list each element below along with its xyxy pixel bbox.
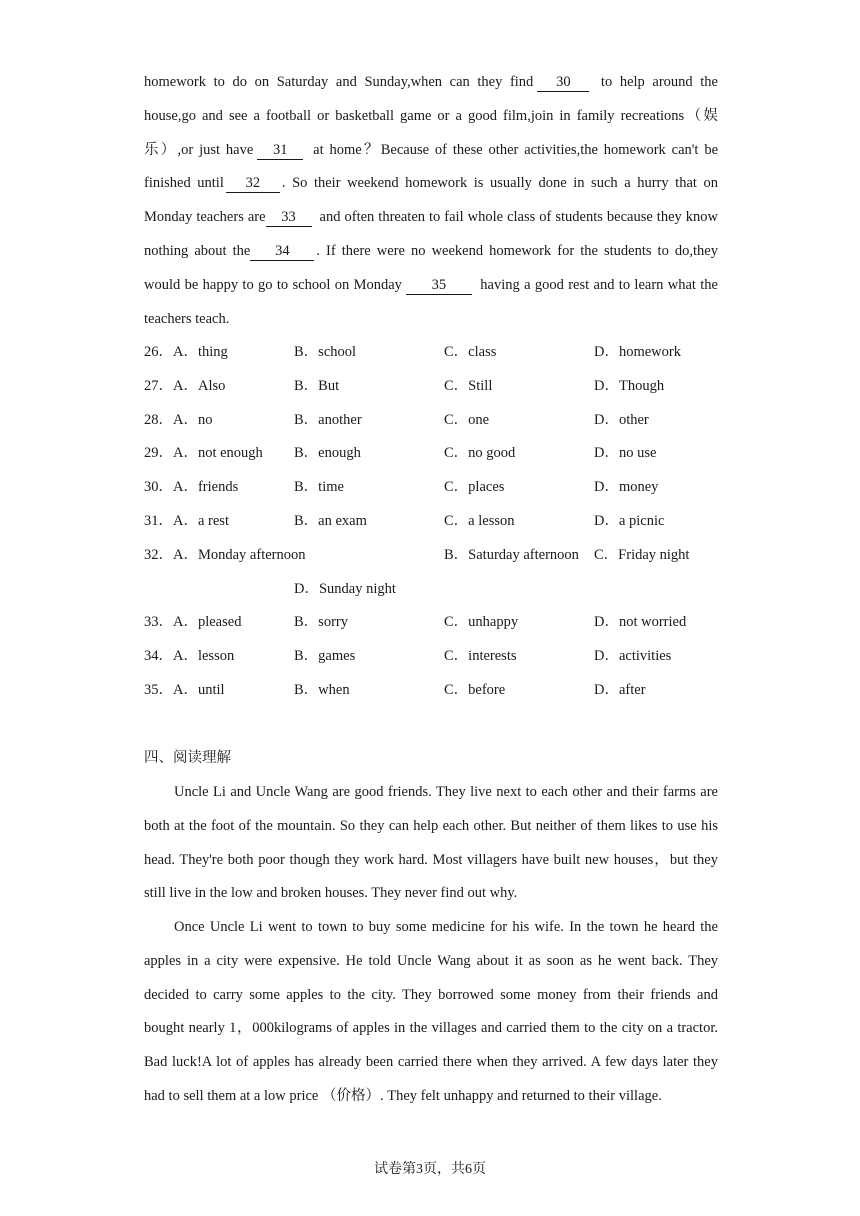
option-b[interactable]: B．Saturday afternoon bbox=[444, 546, 579, 563]
option-b[interactable]: B．sorry bbox=[294, 614, 348, 631]
cloze-text-7: having a good rest and to learn what the teachers teach. bbox=[144, 276, 718, 327]
option-c[interactable]: C．places bbox=[444, 479, 505, 496]
question-27 bbox=[144, 370, 724, 404]
option-b[interactable]: B．But bbox=[294, 377, 340, 394]
cloze-text-5: and often threaten to fail whole class of students because they know nothing about the bbox=[144, 209, 718, 259]
cloze-text-4: . So their weekend homework is usually done in such a hurry that on Monday teachers are bbox=[144, 175, 718, 226]
option-c[interactable]: C．no good bbox=[444, 445, 516, 462]
blank-32: 32 bbox=[226, 175, 280, 193]
question-32-continued bbox=[144, 573, 724, 607]
question-28 bbox=[144, 404, 724, 438]
option-c[interactable]: C．class bbox=[444, 344, 497, 360]
blank-34: 34 bbox=[250, 243, 314, 261]
option-d[interactable]: D．Sunday night bbox=[294, 580, 396, 597]
reading-paragraph-1: Uncle Li and Uncle Wang are good friends. They live next to each other and their farms are both at the foot of the mountain. So they can help each other. But neither of them likes to use his head. They're both poor though they work hard. Most villagers have built new houses，but they still live in the low and broken houses. They never find out why. bbox=[144, 784, 718, 902]
option-c[interactable]: C．Friday night bbox=[594, 546, 690, 563]
blank-33: 33 bbox=[266, 209, 312, 227]
question-number: 33．A．pleased bbox=[144, 614, 242, 631]
option-c[interactable]: C．Still bbox=[444, 377, 493, 394]
question-number: 32．A．Monday afternoon bbox=[144, 546, 306, 563]
option-d[interactable]: D．a picnic bbox=[594, 512, 665, 529]
option-d[interactable]: D．other bbox=[594, 411, 649, 428]
reading-paragraph-2: Once Uncle Li went to town to buy some medicine for his wife. In the town he heard the apples in a city were expensive. He told Uncle Wang about it as soon as he went back. They decided to carry some apples to the city. They borrowed some money from their friends and bought nearly 1，000kilograms of apples in the villages and carried them to the city on a tractor. Bad luck!A lot of apples has already been carried there when they arrived. A few days later they had to sell them at a low price （价格）. They felt unhappy and returned to their village. bbox=[144, 919, 718, 1104]
option-b[interactable]: B．games bbox=[294, 648, 356, 665]
cloze-text-2: to help around the house,go and see a football or basketball game or a good film,join in family recreations（娱乐）,or just have bbox=[144, 74, 718, 158]
cloze-passage bbox=[144, 66, 718, 336]
option-b[interactable]: B．an exam bbox=[294, 512, 367, 529]
question-number: 30．A．friends bbox=[144, 479, 239, 496]
option-d[interactable]: D．after bbox=[594, 681, 646, 698]
blank-31: 31 bbox=[257, 142, 303, 160]
question-number: 34．A．lesson bbox=[144, 648, 235, 665]
section-heading: 四、阅读理解 bbox=[144, 750, 231, 766]
question-26 bbox=[144, 336, 724, 370]
question-number: 28．A．no bbox=[144, 411, 213, 428]
option-c[interactable]: C．a lesson bbox=[444, 512, 515, 529]
cloze-text-1: homework to do on Saturday and Sunday,when can they find bbox=[144, 74, 534, 90]
question-number: 31．A．a rest bbox=[144, 512, 229, 529]
option-b[interactable]: B．enough bbox=[294, 445, 361, 462]
option-d[interactable]: D．money bbox=[594, 479, 659, 496]
question-33 bbox=[144, 606, 724, 640]
option-d[interactable]: D．activities bbox=[594, 648, 672, 665]
option-d[interactable]: D．no use bbox=[594, 445, 657, 462]
option-d[interactable]: D．homework bbox=[594, 344, 681, 360]
option-b[interactable]: B．another bbox=[294, 411, 362, 428]
page-footer: 试卷第3页，共6页 bbox=[374, 1162, 486, 1177]
cloze-text-3: at home？Because of these other activities,the homework can't be finished until bbox=[144, 141, 719, 192]
question-number: 29．A．not enough bbox=[144, 445, 263, 462]
question-30 bbox=[144, 471, 724, 505]
question-29 bbox=[144, 437, 724, 471]
question-32 bbox=[144, 539, 724, 573]
option-c[interactable]: C．unhappy bbox=[444, 614, 519, 631]
question-number: 27．A．Also bbox=[144, 377, 226, 394]
blank-30: 30 bbox=[537, 74, 589, 92]
question-number: 26．A．thing bbox=[144, 344, 228, 360]
option-d[interactable]: D．Though bbox=[594, 377, 665, 394]
blank-35: 35 bbox=[406, 277, 472, 295]
question-35 bbox=[144, 674, 724, 708]
option-b[interactable]: B．when bbox=[294, 681, 350, 698]
option-c[interactable]: C．one bbox=[444, 411, 490, 428]
option-c[interactable]: C．interests bbox=[444, 648, 517, 665]
question-number: 35．A．until bbox=[144, 681, 225, 698]
option-b[interactable]: B．time bbox=[294, 479, 344, 496]
option-d[interactable]: D．not worried bbox=[594, 614, 687, 631]
option-c[interactable]: C．before bbox=[444, 681, 506, 698]
cloze-text-6: . If there were no weekend homework for the students to do,they would be happy to go to school on Monday bbox=[144, 242, 718, 293]
option-b[interactable]: B．school bbox=[294, 344, 357, 360]
question-31 bbox=[144, 505, 724, 539]
answer-options bbox=[144, 336, 724, 708]
question-34 bbox=[144, 640, 724, 674]
